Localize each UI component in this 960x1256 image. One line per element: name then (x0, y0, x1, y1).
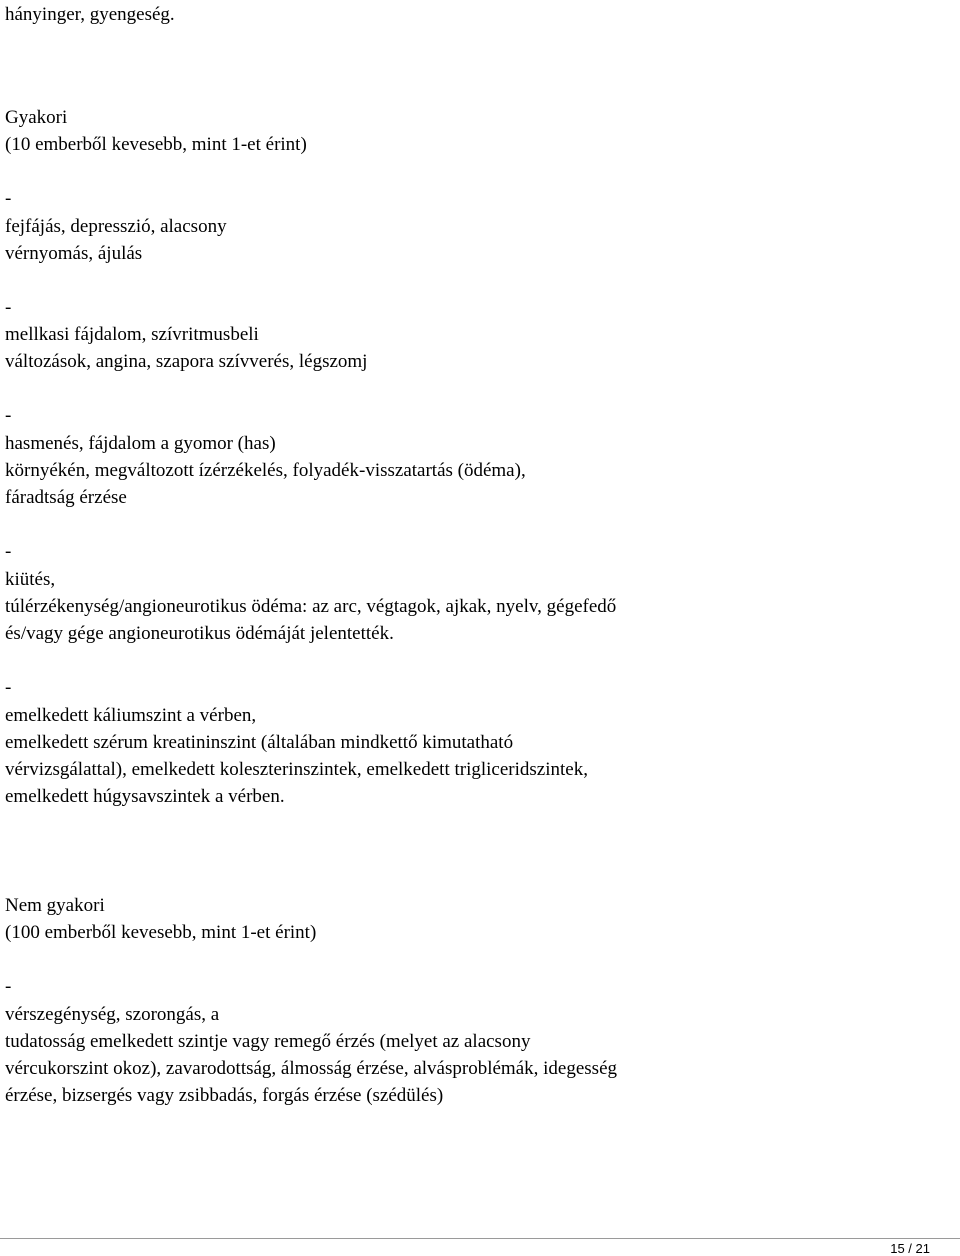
footer-divider (0, 1238, 960, 1239)
common-item-4-dash: - (5, 541, 12, 562)
common-frequency: (10 emberből kevesebb, mint 1-et érint) (5, 134, 307, 155)
common-item-2-line-1: mellkasi fájdalom, szívritmusbeli (5, 324, 259, 345)
uncommon-item-1-line-3: vércukorszint okoz), zavarodottság, álmosság érzése, alvásproblémák, idegesség (5, 1058, 617, 1079)
common-item-3-dash: - (5, 405, 12, 426)
uncommon-item-1-line-1: vérszegénység, szorongás, a (5, 1004, 220, 1025)
uncommon-heading: Nem gyakori (5, 895, 105, 916)
common-item-1-line-2: vérnyomás, ájulás (5, 243, 143, 264)
common-item-5-line-2: emelkedett szérum kreatininszint (általában mindkettő kimutatható (5, 732, 514, 753)
common-item-3-line-1: hasmenés, fájdalom a gyomor (has) (5, 433, 276, 454)
common-item-5-dash: - (5, 677, 12, 698)
common-item-2-line-2: változások, angina, szapora szívverés, légszomj (5, 351, 368, 372)
common-item-3-line-2: környékén, megváltozott ízérzékelés, folyadék-visszatartás (ödéma), (5, 460, 526, 481)
uncommon-frequency: (100 emberből kevesebb, mint 1-et érint) (5, 922, 317, 943)
page-number: 15 / 21 (890, 1241, 930, 1256)
common-item-4-line-2: túlérzékenység/angioneurotikus ödéma: az arc, végtagok, ajkak, nyelv, gégefedő (5, 596, 617, 617)
common-heading: Gyakori (5, 107, 68, 128)
common-item-5-line-1: emelkedett káliumszint a vérben, (5, 705, 257, 726)
intro-continuation-text: hányinger, gyengeség. (5, 4, 175, 25)
uncommon-item-1-line-4: érzése, bizsergés vagy zsibbadás, forgás érzése (szédülés) (5, 1085, 444, 1106)
common-item-5-line-3: vérvizsgálattal), emelkedett koleszterinszintek, emelkedett trigliceridszintek, (5, 759, 588, 780)
uncommon-item-1-dash: - (5, 976, 12, 997)
common-item-5-line-4: emelkedett húgysavszintek a vérben. (5, 786, 285, 807)
common-item-1-dash: - (5, 188, 12, 209)
common-item-4-line-1: kiütés, (5, 569, 56, 590)
common-item-2-dash: - (5, 297, 12, 318)
common-item-1-line-1: fejfájás, depresszió, alacsony (5, 216, 227, 237)
common-item-3-line-3: fáradtság érzése (5, 487, 127, 508)
common-item-4-line-3: és/vagy gége angioneurotikus ödémáját jelentették. (5, 623, 394, 644)
uncommon-item-1-line-2: tudatosság emelkedett szintje vagy remegő érzés (melyet az alacsony (5, 1031, 531, 1052)
